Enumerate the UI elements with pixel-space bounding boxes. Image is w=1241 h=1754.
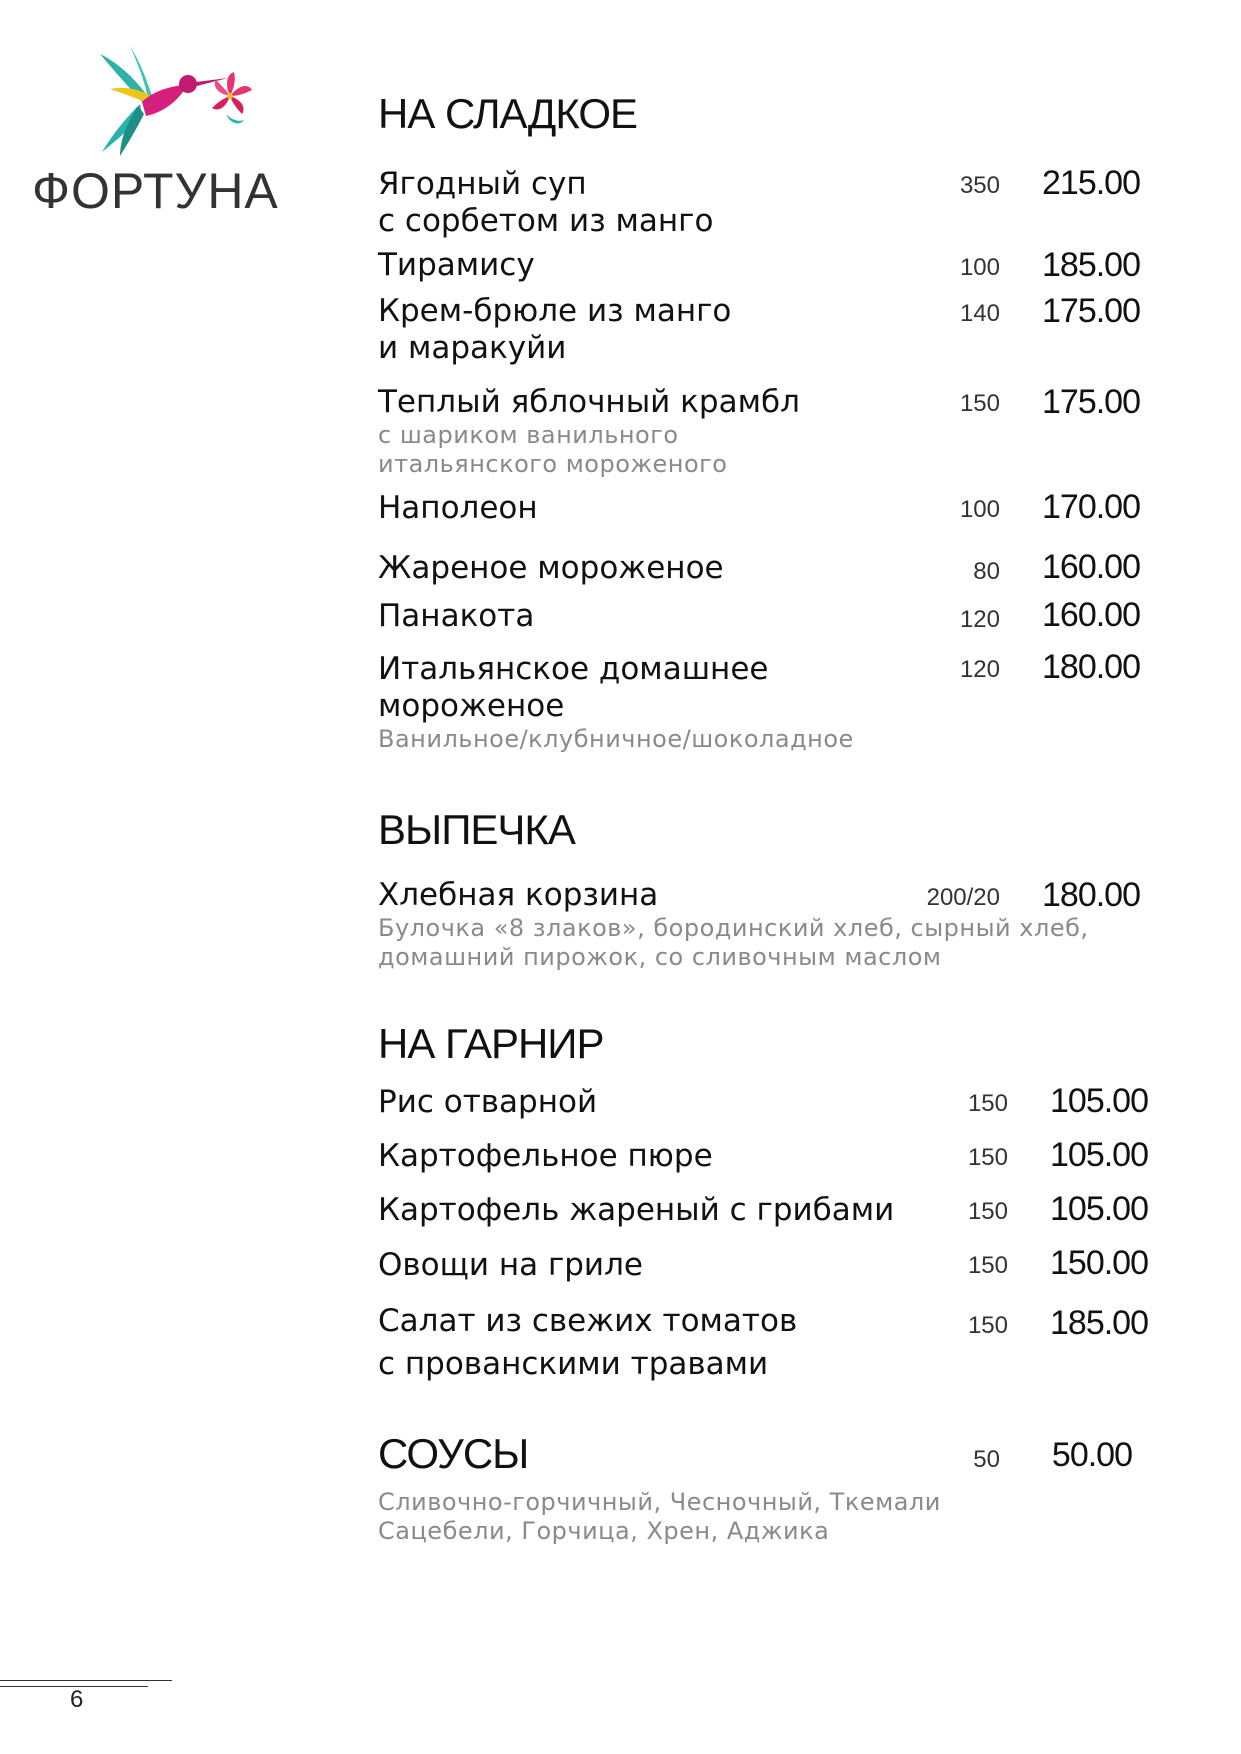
item-weight: 140 [959, 300, 1000, 327]
item-price: 150.00 [1050, 1244, 1148, 1282]
item-price: 180.00 [1042, 648, 1140, 686]
item-description: с шариком ванильного итальянского мороженого [378, 421, 728, 478]
item-name: Хлебная корзина [378, 877, 659, 913]
logo [32, 44, 312, 224]
item-price: 105.00 [1050, 1136, 1148, 1174]
item-weight: 100 [959, 496, 1000, 523]
menu-item [378, 1488, 1158, 1546]
hummingbird-flower-icon [80, 44, 270, 164]
item-price: 175.00 [1042, 383, 1140, 421]
item-name: Картофельное пюре [378, 1138, 713, 1174]
item-weight: 350 [959, 172, 1000, 199]
item-weight: 150 [967, 1144, 1008, 1171]
item-description: Булочка «8 злаков», бородинский хлеб, сырный хлеб, домашний пирожок, со сливочным маслом [378, 914, 1089, 971]
brand-name: ФОРТУНА [32, 163, 279, 219]
footer-divider [0, 1680, 172, 1681]
item-weight: 50 [973, 1446, 1000, 1473]
item-price: 105.00 [1050, 1190, 1148, 1228]
item-price: 160.00 [1042, 596, 1140, 634]
item-name: Теплый яблочный крамбл [378, 384, 800, 420]
item-name: Салат из свежих томатов с прованскими травами [378, 1303, 798, 1382]
item-weight: 80 [973, 558, 1000, 585]
item-price: 175.00 [1042, 292, 1140, 330]
section-title-bakery: ВЫПЕЧКА [378, 806, 575, 853]
item-name: Овощи на гриле [378, 1247, 643, 1283]
section-title-sides: НА ГАРНИР [378, 1020, 604, 1067]
item-price: 105.00 [1050, 1082, 1148, 1120]
item-weight: 150 [967, 1252, 1008, 1279]
item-name: Ягодный суп с сорбетом из манго [378, 166, 714, 239]
item-name: Наполеон [378, 490, 538, 526]
item-weight: 120 [959, 606, 1000, 633]
item-name: Жареное мороженое [378, 550, 724, 586]
item-weight: 100 [959, 254, 1000, 281]
item-weight: 150 [967, 1198, 1008, 1225]
item-price: 215.00 [1042, 164, 1140, 202]
item-price: 170.00 [1042, 488, 1140, 526]
item-name: Панакота [378, 598, 535, 634]
item-price: 185.00 [1042, 246, 1140, 284]
section-title-sweet: НА СЛАДКОЕ [378, 90, 638, 137]
item-description: Ванильное/клубничное/шоколадное [378, 725, 854, 753]
item-price: 185.00 [1050, 1304, 1148, 1342]
page-number: 6 [70, 1686, 84, 1713]
item-price: 160.00 [1042, 548, 1140, 586]
item-price: 180.00 [1042, 876, 1140, 914]
item-weight: 150 [967, 1090, 1008, 1117]
section-title-sauces: СОУСЫ [378, 1430, 529, 1477]
item-name: Тирамису [378, 247, 535, 283]
item-weight: 150 [967, 1312, 1008, 1339]
item-name: Крем-брюле из манго и маракуйи [378, 293, 732, 366]
item-weight: 120 [959, 656, 1000, 683]
item-name: Итальянское домашнее мороженое [378, 651, 769, 724]
item-weight: 150 [959, 390, 1000, 417]
item-description: Сливочно-горчичный, Чесночный, Ткемали Сацебели, Горчица, Хрен, Аджика [378, 1488, 941, 1545]
item-name: Картофель жареный с грибами [378, 1192, 895, 1228]
item-price: 50.00 [1051, 1436, 1132, 1474]
item-weight: 200/20 [926, 884, 1000, 911]
item-name: Рис отварной [378, 1084, 598, 1120]
